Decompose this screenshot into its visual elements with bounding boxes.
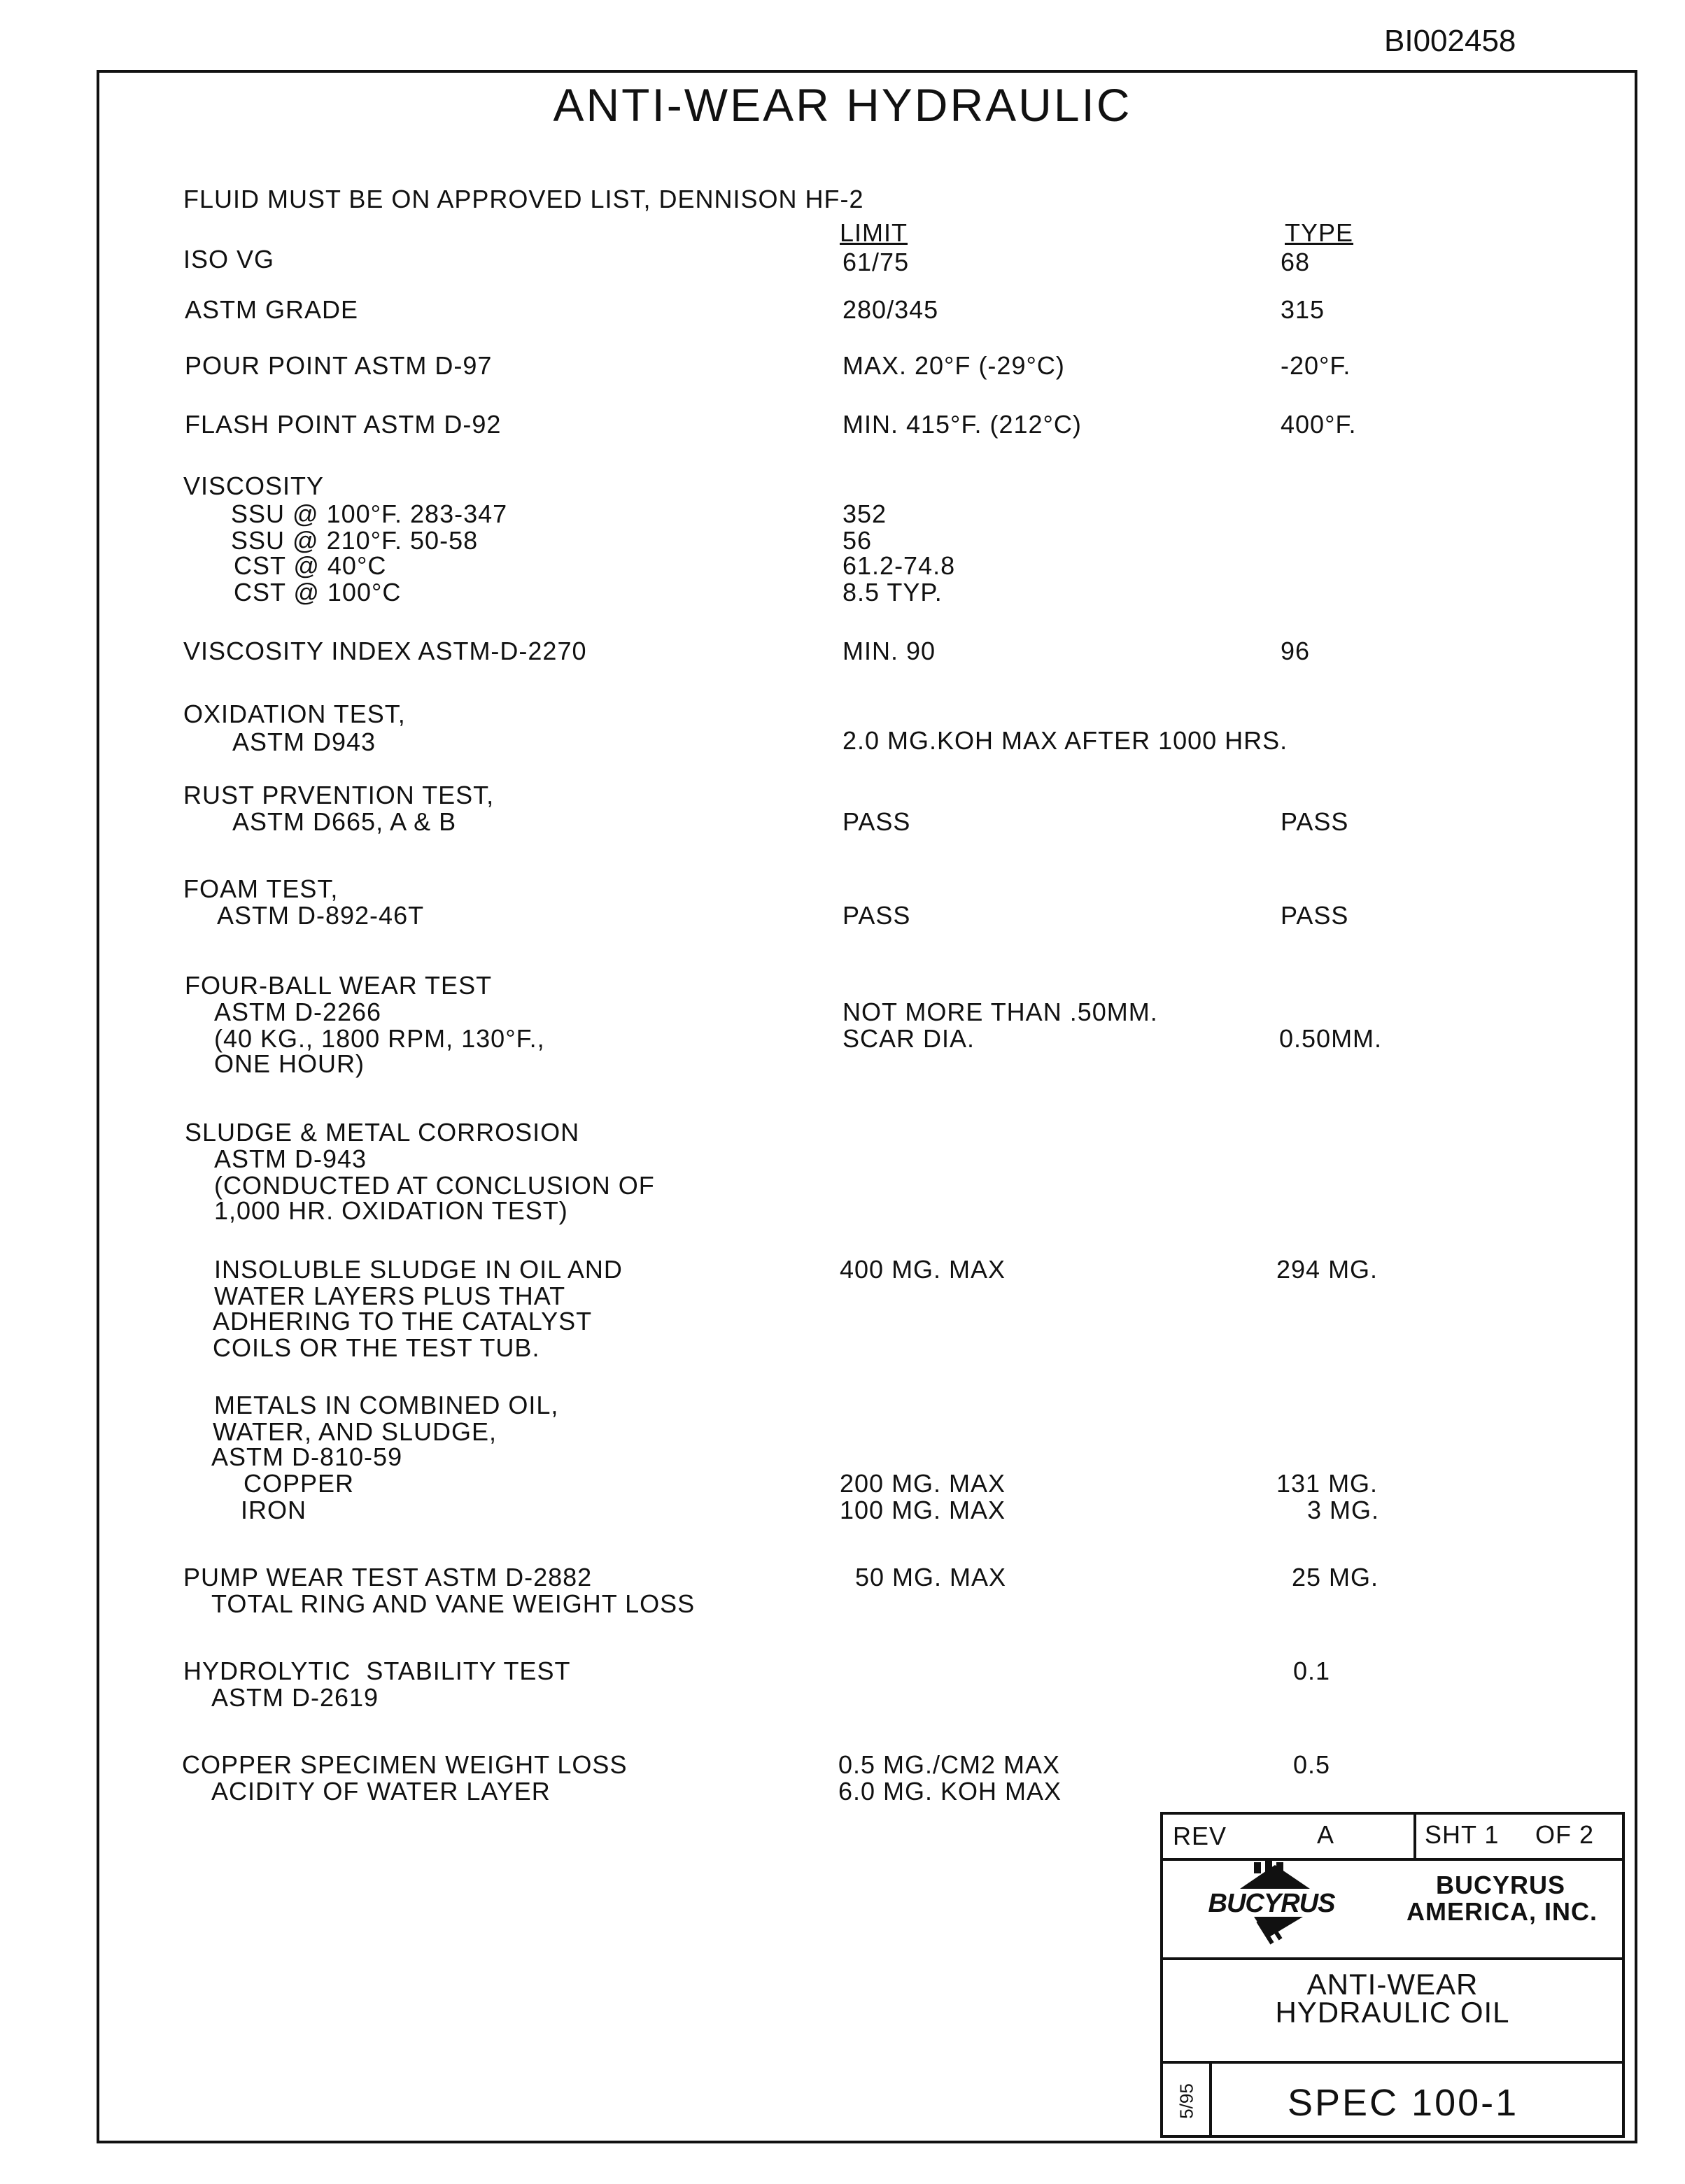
- intro-text: FLUID MUST BE ON APPROVED LIST, DENNISON HF-2: [183, 185, 864, 213]
- viscosity-index-type: 96: [1281, 637, 1311, 665]
- insoluble-label-3: ADHERING TO THE CATALYST: [213, 1307, 593, 1335]
- astm-grade-type: 315: [1281, 295, 1325, 324]
- oxidation-limit: 2.0 MG.KOH MAX AFTER 1000 HRS.: [842, 726, 1288, 755]
- spec-number: SPEC 100-1: [1288, 2082, 1519, 2124]
- viscosity-line: SSU @ 210°F. 50-58: [231, 526, 479, 555]
- copper-specimen-label-2: ACIDITY OF WATER LAYER: [211, 1777, 551, 1806]
- foam-type: PASS: [1281, 901, 1349, 930]
- flash-point-label: FLASH POINT ASTM D-92: [185, 410, 502, 439]
- title-block-divider: [1413, 1812, 1416, 1859]
- oxidation-label-sub: ASTM D943: [232, 728, 376, 756]
- viscosity-line: CST @ 100°C: [234, 578, 402, 607]
- astm-grade-limit: 280/345: [842, 295, 939, 324]
- pour-point-limit: MAX. 20°F (-29°C): [842, 351, 1065, 380]
- iron-limit: 100 MG. MAX: [840, 1496, 1006, 1524]
- fourball-limit-2: SCAR DIA.: [842, 1024, 975, 1053]
- copper-label: COPPER: [244, 1469, 355, 1498]
- metals-label-2: WATER, AND SLUDGE,: [213, 1417, 498, 1446]
- sludge-label: SLUDGE & METAL CORROSION: [185, 1118, 580, 1147]
- metals-label: METALS IN COMBINED OIL,: [214, 1391, 559, 1419]
- insoluble-label: INSOLUBLE SLUDGE IN OIL AND: [214, 1255, 623, 1284]
- sludge-label-4: 1,000 HR. OXIDATION TEST): [214, 1196, 568, 1225]
- pump-label-2: TOTAL RING AND VANE WEIGHT LOSS: [211, 1589, 696, 1618]
- fourball-label-2: ASTM D-2266: [214, 998, 382, 1026]
- company-name-2: AMERICA, INC.: [1406, 1897, 1598, 1926]
- iron-type: 3 MG.: [1307, 1496, 1380, 1524]
- rust-label-sub: ASTM D665, A & B: [232, 807, 457, 836]
- pour-point-label: POUR POINT ASTM D-97: [185, 351, 493, 380]
- sludge-label-2: ASTM D-943: [214, 1144, 367, 1173]
- oxidation-label: OXIDATION TEST,: [183, 700, 406, 728]
- limit-header: LIMIT: [840, 218, 908, 247]
- fourball-label-3: (40 KG., 1800 RPM, 130°F.,: [214, 1024, 545, 1053]
- iron-label: IRON: [241, 1496, 306, 1524]
- viscosity-value: 8.5 TYP.: [842, 578, 943, 607]
- rust-type: PASS: [1281, 807, 1349, 836]
- spec-description: ANTI-WEAR: [1306, 1968, 1479, 2001]
- sheet-number: SHT 1: [1425, 1820, 1500, 1849]
- insoluble-label-2: WATER LAYERS PLUS THAT: [214, 1282, 566, 1310]
- hydrolytic-label-2: ASTM D-2619: [211, 1683, 379, 1712]
- copper-specimen-limit: 0.5 MG./CM2 MAX: [838, 1750, 1061, 1779]
- title-block-divider: [1160, 2061, 1625, 2064]
- sludge-label-3: (CONDUCTED AT CONCLUSION OF: [214, 1171, 655, 1200]
- type-header: TYPE: [1285, 218, 1354, 247]
- hydrolytic-label: HYDROLYTIC STABILITY TEST: [183, 1657, 571, 1685]
- viscosity-index-label: VISCOSITY INDEX ASTM-D-2270: [183, 637, 587, 665]
- pump-limit: 50 MG. MAX: [855, 1563, 1007, 1591]
- insoluble-limit: 400 MG. MAX: [840, 1255, 1006, 1284]
- copper-specimen-limit-2: 6.0 MG. KOH MAX: [838, 1777, 1062, 1806]
- insoluble-label-4: COILS OR THE TEST TUB.: [213, 1333, 540, 1362]
- rust-label: RUST PRVENTION TEST,: [183, 781, 495, 809]
- document-id: BI002458: [1384, 24, 1516, 58]
- astm-grade-label: ASTM GRADE: [185, 295, 359, 324]
- iso-label: ISO VG: [183, 245, 275, 274]
- viscosity-value: 56: [842, 526, 873, 555]
- fourball-label: FOUR-BALL WEAR TEST: [185, 971, 493, 1000]
- foam-label-sub: ASTM D-892-46T: [217, 901, 425, 930]
- pump-type: 25 MG.: [1292, 1563, 1379, 1591]
- rev-value: A: [1317, 1820, 1335, 1849]
- pump-label: PUMP WEAR TEST ASTM D-2882: [183, 1563, 593, 1591]
- flash-point-limit: MIN. 415°F. (212°C): [842, 410, 1082, 439]
- hydrolytic-type: 0.1: [1293, 1657, 1331, 1685]
- company-name: BUCYRUS: [1436, 1871, 1566, 1899]
- iso-type: 68: [1281, 248, 1311, 276]
- title-block-divider: [1160, 1957, 1625, 1960]
- bucyrus-logo: [1198, 1861, 1345, 1945]
- insoluble-type: 294 MG.: [1276, 1255, 1379, 1284]
- bucyrus-logo-text: BUCYRUS: [1208, 1889, 1335, 1918]
- spec-description-2: HYDRAULIC OIL: [1275, 1996, 1510, 2029]
- iso-limit: 61/75: [842, 248, 910, 276]
- copper-type: 131 MG.: [1276, 1469, 1379, 1498]
- page-title: ANTI-WEAR HYDRAULIC: [553, 79, 1132, 131]
- copper-specimen-label: COPPER SPECIMEN WEIGHT LOSS: [182, 1750, 628, 1779]
- viscosity-value: 61.2-74.8: [842, 551, 956, 580]
- revision-date: 5/95: [1176, 2083, 1197, 2119]
- viscosity-value: 352: [842, 499, 887, 528]
- sheet-total: OF 2: [1535, 1820, 1595, 1849]
- rev-label: REV: [1173, 1822, 1227, 1850]
- viscosity-label: VISCOSITY: [183, 471, 325, 500]
- copper-specimen-type: 0.5: [1293, 1750, 1331, 1779]
- pour-point-type: -20°F.: [1281, 351, 1351, 380]
- foam-limit: PASS: [842, 901, 911, 930]
- fourball-type: 0.50MM.: [1279, 1024, 1383, 1053]
- metals-label-3: ASTM D-810-59: [211, 1442, 403, 1471]
- fourball-limit: NOT MORE THAN .50MM.: [842, 998, 1158, 1026]
- rust-limit: PASS: [842, 807, 911, 836]
- viscosity-line: SSU @ 100°F. 283-347: [231, 499, 508, 528]
- flash-point-type: 400°F.: [1281, 410, 1357, 439]
- fourball-label-4: ONE HOUR): [214, 1049, 365, 1078]
- foam-label: FOAM TEST,: [183, 874, 339, 903]
- viscosity-index-limit: MIN. 90: [842, 637, 936, 665]
- title-block-divider: [1209, 2061, 1212, 2138]
- viscosity-line: CST @ 40°C: [234, 551, 387, 580]
- copper-limit: 200 MG. MAX: [840, 1469, 1006, 1498]
